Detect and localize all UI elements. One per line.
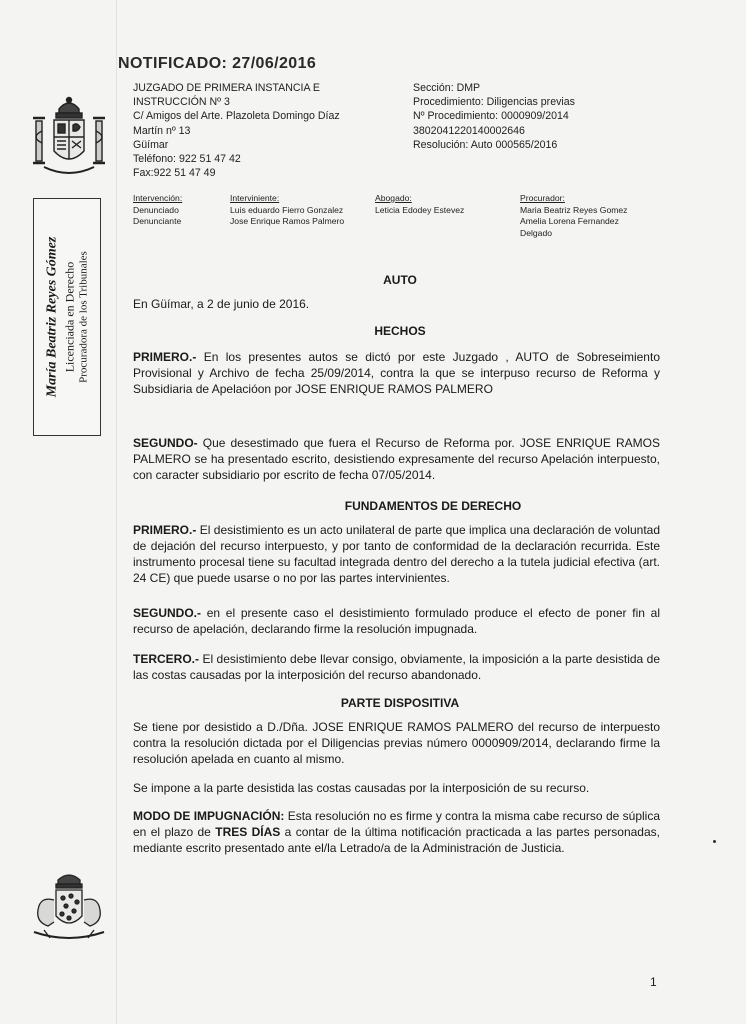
paragraph-label: SEGUNDO.- — [133, 606, 202, 620]
canary-islands-coat-of-arms-icon — [30, 870, 108, 946]
procedure-line: Resolución: Auto 000565/2016 — [413, 138, 558, 151]
procurator-stamp — [33, 198, 101, 436]
procedure-line: Sección: DMP — [413, 82, 481, 94]
paragraph-text: En los presentes autos se dictó por este Juzgado , AUTO de Sobreseimiento Provisional y Archivo de fecha 25/09/2014, contra la que se interpuso recurso de Reforma y Subsidiaria de Apelacióon por JOSE ENRIQUE RAMOS PALMERO — [133, 350, 660, 396]
court-line: Martín nº 13 — [133, 124, 191, 137]
notified-stamp: NOTIFICADO: 27/06/2016 — [118, 55, 317, 72]
column-header: Abogado: — [375, 193, 412, 203]
paragraph-dispositiva-1: Se tiene por desistido a D./Dña. JOSE ENRIQUE RAMOS PALMERO del recurso de interpuesto contra la resolución dictada por el Diligencias previas número 0000909/2014, declarando firme la resolución apelada en cuanto al mismo. — [133, 720, 660, 766]
deadline-emphasis: TRES DÍAS — [215, 825, 281, 839]
paragraph-text: Que desestimado que fuera el Recurso de Reforma por. JOSE ENRIQUE RAMOS PALMERO se ha presentado escrito, desistiendo expresamente del recurso Apelación interpuesto, con caracter subsidiario por escrito de fecha 07/05/2014. — [133, 436, 660, 482]
column-header: Procurador: — [520, 193, 565, 203]
paragraph-text: El desistimiento debe llevar consigo, obviamente, la imposición a la parte desistida de las costas causadas por la interposición del recurso abandonado. — [133, 652, 660, 682]
procedure-line: Procedimiento: Diligencias previas — [413, 96, 575, 109]
party-cell: Jose Enrique Ramos Palmero — [230, 216, 345, 226]
paragraph-label: MODO DE IMPUGNACIÓN: — [133, 809, 285, 823]
party-cell: Luis eduardo Fierro Gonzalez — [230, 204, 344, 215]
margin-rule — [116, 0, 117, 1024]
court-line: JUZGADO DE PRIMERA INSTANCIA E — [133, 82, 320, 94]
page-number: 1 — [650, 975, 657, 989]
paragraph-hechos-segundo — [133, 435, 660, 483]
paragraph-hechos-primero — [133, 349, 660, 397]
party-cell: Delgado — [520, 227, 553, 238]
procedure-info — [413, 81, 713, 152]
parties-abogado — [375, 193, 464, 216]
parties-procurador — [520, 193, 680, 239]
procurator-title: Licenciada en Derecho — [62, 261, 77, 373]
section-heading-parte-dispositiva: PARTE DISPOSITIVA — [340, 696, 460, 710]
paragraph-dispositiva-2: Se impone a la parte desistida las costas causadas por la interposición de su recurso. — [133, 781, 590, 795]
parties-interviniente — [230, 193, 344, 228]
scan-speck — [713, 840, 716, 843]
paragraph-label: PRIMERO.- — [133, 523, 197, 537]
party-cell: Leticia Edodey Estevez — [375, 204, 465, 215]
paragraph-text: en el presente caso el desistimiento formulado produce el efecto de poner fin al recurso de apelación, declarando firme la resolución impugnada. — [133, 606, 660, 636]
court-info — [133, 81, 403, 180]
procedure-line: Nº Procedimiento: 0000909/2014 — [413, 110, 569, 123]
procedure-line: 3802041220140002646 — [413, 124, 525, 137]
column-header: Intervención: — [133, 193, 183, 203]
section-heading-fundamentos: FUNDAMENTOS DE DERECHO — [344, 499, 522, 513]
court-line: Teléfono: 922 51 47 42 — [133, 153, 241, 166]
date-line: En Güímar, a 2 de junio de 2016. — [133, 297, 310, 311]
party-cell: Maria Beatriz Reyes Gomez — [520, 204, 628, 215]
paragraph-text: a contar de la última notificación practicada a las partes personadas, mediante escrito presentado ante el/la Letrado/a de la Administración de Justicia. — [133, 825, 660, 855]
section-heading-hechos: HECHOS — [374, 324, 426, 338]
party-cell: Denunciante — [133, 216, 182, 226]
paragraph-modo-impugnacion — [133, 808, 660, 856]
paragraph-fundamentos-tercero — [133, 651, 660, 683]
party-cell: Amelia Lorena Fernandez — [520, 216, 619, 226]
court-line: INSTRUCCIÓN Nº 3 — [133, 96, 230, 109]
paragraph-text: El desistimiento es un acto unilateral de parte que implica una declaración de voluntad de dejación del recurso interpuesto, y por tanto de conformidad de la declaración recurrida. Este instrumento procesal tiene su facultad integrada dentro del derecho a la tutela judicial efectiva (art. 24 CE) que puede usarse o no por las partes intervinientes. — [133, 523, 660, 585]
court-line: C/ Amigos del Arte. Plazoleta Domingo Díaz — [133, 110, 340, 123]
paragraph-fundamentos-segundo — [133, 605, 660, 637]
procurator-subtitle: Procuradora de los Tribunales — [77, 251, 90, 383]
column-header: Interviniente: — [230, 193, 280, 203]
paragraph-label: PRIMERO.- — [133, 350, 197, 364]
paragraph-label: TERCERO.- — [133, 652, 199, 666]
party-cell: Denunciado — [133, 204, 179, 215]
document-title: AUTO — [383, 273, 417, 287]
court-line: Güímar — [133, 138, 169, 151]
parties-intervencion — [133, 193, 182, 228]
paragraph-text: Esta resolución no es firme y contra la misma cabe recurso de súplica en el plazo de — [133, 809, 660, 839]
paragraph-fundamentos-primero — [133, 522, 660, 586]
court-line: Fax:922 51 47 49 — [133, 167, 216, 180]
spain-coat-of-arms-icon — [26, 93, 112, 185]
procurator-name: María Beatriz Reyes Gómez — [44, 236, 60, 398]
paragraph-label: SEGUNDO- — [133, 436, 198, 450]
